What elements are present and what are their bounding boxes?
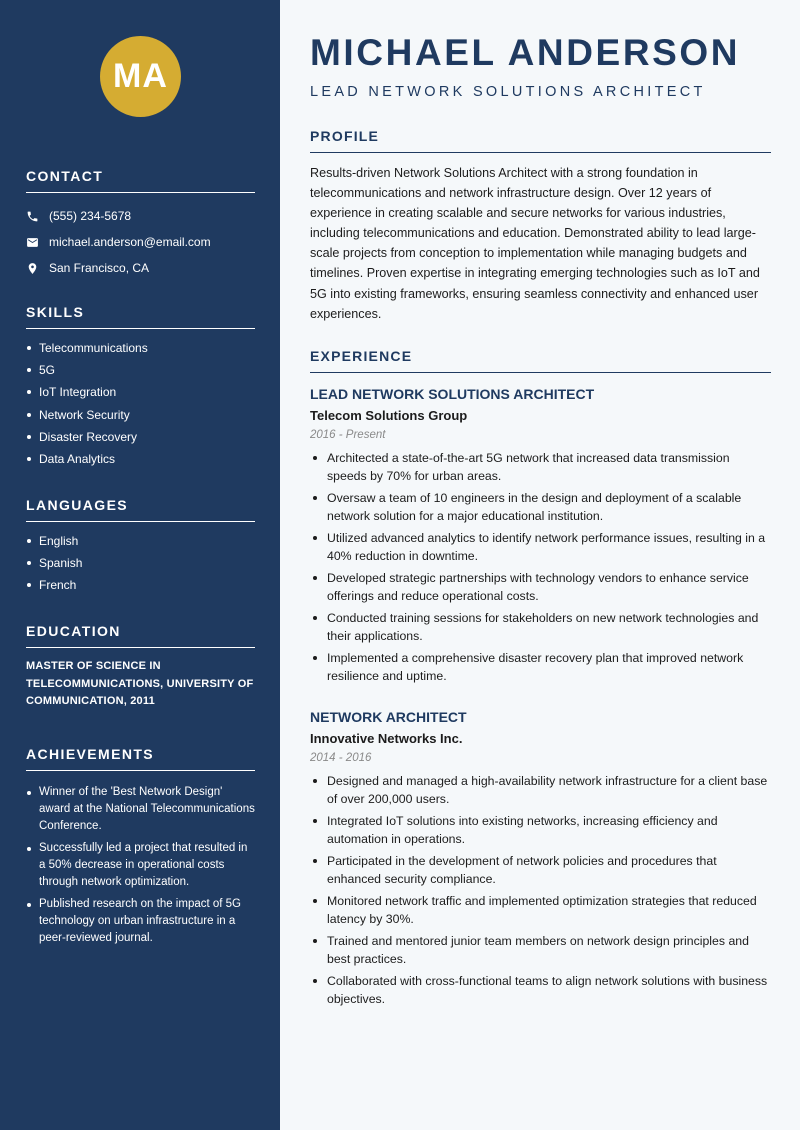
- achievements-section: [26, 746, 255, 952]
- job-dates: 2014 - 2016: [310, 752, 372, 764]
- job-title: NETWORK ARCHITECT: [310, 709, 467, 725]
- job-bullet: Architected a state-of-the-art 5G network that increased data transmission speeds by 70% for urban areas.: [310, 449, 771, 485]
- profile-heading: PROFILE: [310, 128, 771, 153]
- education-degree: MASTER OF SCIENCE IN TELECOMMUNICATIONS, UNIVERSITY OF COMMUNICATION, 2011: [26, 660, 254, 707]
- achievement-item: Successfully led a project that resulted in a 50% decrease in operational costs through network optimization.: [26, 840, 255, 891]
- skill-item: Data Analytics: [26, 448, 255, 470]
- job-bullet: Oversaw a team of 10 engineers in the design and deployment of a scalable network solution for a major educational institution.: [310, 489, 771, 525]
- achievement-item: Published research on the impact of 5G technology on urban infrastructure in a peer-reviewed journal.: [26, 896, 255, 947]
- languages-heading: LANGUAGES: [26, 497, 255, 522]
- job-bullet: Collaborated with cross-functional teams to align network solutions with business objectives.: [310, 972, 771, 1008]
- contact-heading: CONTACT: [26, 168, 255, 193]
- job-bullet: Developed strategic partnerships with technology vendors to enhance service offerings and reduce operational costs.: [310, 569, 771, 605]
- skills-section: [26, 304, 255, 470]
- language-item: Spanish: [26, 552, 255, 574]
- experience-heading: EXPERIENCE: [310, 348, 771, 373]
- education-section: [26, 623, 255, 711]
- contact-location: [26, 255, 255, 281]
- candidate-title: LEAD NETWORK SOLUTIONS ARCHITECT: [310, 84, 706, 100]
- achievement-item: Winner of the 'Best Network Design' award at the National Telecommunications Conference.: [26, 784, 255, 835]
- job-bullet: Integrated IoT solutions into existing networks, increasing efficiency and automation in operations.: [310, 812, 771, 848]
- language-item: English: [26, 530, 255, 552]
- sidebar: [0, 0, 280, 1130]
- contact-email-text: michael.anderson@email.com: [49, 235, 211, 249]
- language-item: French: [26, 574, 255, 596]
- job-bullet: Implemented a comprehensive disaster recovery plan that improved network resilience and uptime.: [310, 649, 771, 685]
- job-bullet: Monitored network traffic and implemented optimization strategies that reduced latency by 30%.: [310, 892, 771, 928]
- education-heading: EDUCATION: [26, 623, 255, 648]
- candidate-name: MICHAEL ANDERSON: [310, 32, 741, 73]
- skill-item: Telecommunications: [26, 337, 255, 359]
- avatar: [100, 36, 181, 117]
- skill-item: 5G: [26, 359, 255, 381]
- job-bullet: Designed and managed a high-availability network infrastructure for a client base of over 200,000 users.: [310, 772, 771, 808]
- contact-phone-text: (555) 234-5678: [49, 209, 132, 223]
- job-title: LEAD NETWORK SOLUTIONS ARCHITECT: [310, 386, 595, 402]
- job-entry: [310, 709, 771, 1012]
- job-company: Telecom Solutions Group: [310, 408, 468, 423]
- contact-location-text: San Francisco, CA: [49, 261, 150, 275]
- skill-item: Disaster Recovery: [26, 426, 255, 448]
- skill-item: IoT Integration: [26, 381, 255, 403]
- job-bullet: Trained and mentored junior team members on network design principles and best practices.: [310, 932, 771, 968]
- job-entry: [310, 386, 771, 689]
- location-pin-icon: [26, 262, 39, 275]
- avatar-initials: MA: [113, 57, 168, 95]
- skill-item: Network Security: [26, 404, 255, 426]
- contact-phone[interactable]: [26, 203, 255, 229]
- email-icon: [26, 236, 39, 249]
- job-company: Innovative Networks Inc.: [310, 731, 463, 746]
- languages-section: [26, 497, 255, 597]
- job-bullet: Participated in the development of network policies and procedures that enhanced security compliance.: [310, 852, 771, 888]
- phone-icon: [26, 210, 39, 223]
- achievements-heading: ACHIEVEMENTS: [26, 746, 255, 771]
- profile-text: Results-driven Network Solutions Architect with a strong foundation in telecommunications and network infrastructure design. Over 12 years of experience in creating scalable and secure networks for various industries, including telecommunications and education. Demonstrated ability to lead large-scale projects from conception to implementation while managing budgets and timelines. Proven expertise in integrating emerging technologies such as IoT and 5G into existing frameworks, ensuring seamless connectivity and enhanced user experiences.: [310, 166, 760, 321]
- job-bullet: Conducted training sessions for stakeholders on new network technologies and their applications.: [310, 609, 771, 645]
- skills-heading: SKILLS: [26, 304, 255, 329]
- job-dates: 2016 - Present: [310, 429, 386, 441]
- job-bullet: Utilized advanced analytics to identify network performance issues, resulting in a 40% reduction in downtime.: [310, 529, 771, 565]
- contact-section: [26, 168, 255, 281]
- contact-email[interactable]: [26, 229, 255, 255]
